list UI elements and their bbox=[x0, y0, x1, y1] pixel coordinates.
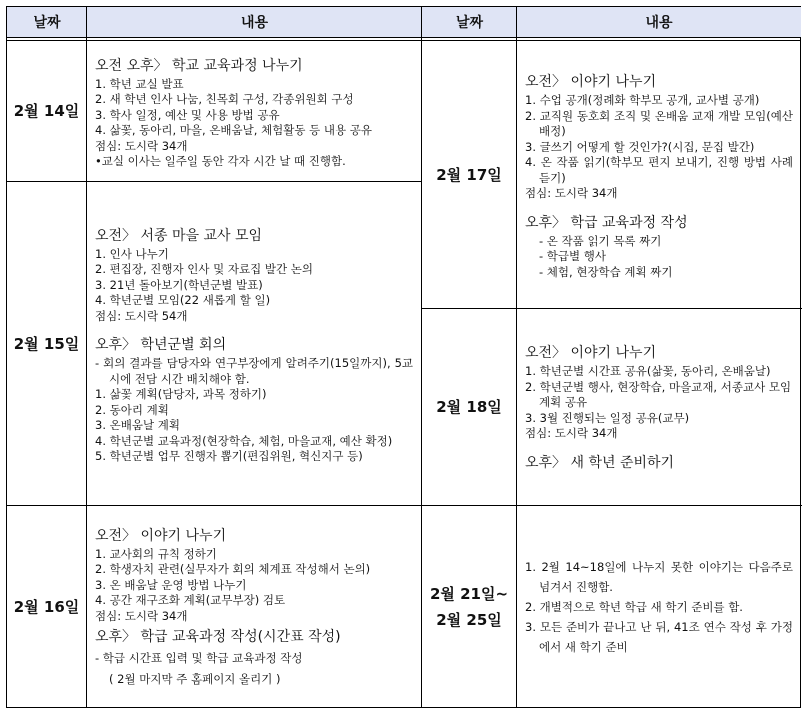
schedule-table bbox=[6, 6, 801, 708]
content-feb-14 bbox=[87, 41, 421, 181]
list-item: 1. 학년 교실 발표 bbox=[95, 76, 184, 91]
date-feb-18: 2월 18일 bbox=[436, 398, 502, 416]
list-item: 2. 새 학년 인사 나눔, 친목회 구성, 각종위원회 구성 bbox=[95, 92, 354, 106]
date-feb-14: 2월 14일 bbox=[13, 102, 80, 120]
list-item: 5. 학년군별 업무 진행자 뽑기(편집위원, 혁신지구 등) bbox=[95, 449, 363, 463]
list-item: 4. 학년군별 모임(22 새롭게 할 일) bbox=[95, 293, 271, 307]
content-feb-15 bbox=[87, 182, 421, 505]
list-item: 4. 학년군별 교육과정(현장학습, 체험, 마을교재, 예산 확정) bbox=[95, 433, 393, 448]
date-feb-21-25 bbox=[422, 506, 516, 707]
list-item: 3. 3월 진행되는 일정 공유(교무) bbox=[525, 410, 690, 425]
list-item: 3. 온배움날 계획 bbox=[95, 418, 180, 432]
date-line-2: 2월 25일 bbox=[436, 610, 502, 629]
content-feb-16 bbox=[87, 506, 421, 707]
list-item: 2. 동아리 계획 bbox=[95, 402, 169, 417]
lunch-note: 점심: 도시락 54개 bbox=[95, 308, 188, 323]
lunch-note: 점심: 도시락 34개 bbox=[95, 608, 188, 623]
content-feb-18 bbox=[517, 309, 801, 505]
list-item: 3. 온 배움날 운영 방법 나누기 bbox=[95, 577, 247, 592]
list-item: 2. 개별적으로 학년 학급 새 학기 준비를 함. bbox=[525, 599, 743, 614]
list-item: 2. 학생자치 관련(실무자가 회의 체계표 작성해서 논의) bbox=[95, 562, 371, 577]
list-item: 3. 글쓰기 어떻게 할 것인가?(시집, 문집 발간) bbox=[525, 139, 755, 154]
list-item: 1. 인사 나누기 bbox=[95, 246, 169, 261]
list-item: 1. 교사회의 규칙 정하기 bbox=[95, 546, 217, 561]
date-feb-16: 2월 16일 bbox=[13, 597, 80, 616]
lunch-note: 점심: 도시락 34개 bbox=[95, 138, 188, 153]
list-item: 1. 수업 공개(정례화 학부모 공개, 교사별 공개) bbox=[525, 93, 760, 107]
section-title: 오후〉 학년군별 회의 bbox=[95, 337, 227, 353]
list-item: 3. 21년 돌아보기(학년군별 발표) bbox=[95, 277, 263, 292]
date-feb-15: 2월 15일 bbox=[13, 334, 80, 353]
list-item: 4. 온 작품 읽기(학부모 편지 보내기, 진행 방법 사례 듣기) bbox=[525, 155, 793, 185]
section-title: 오전〉 이야기 나누기 bbox=[525, 345, 657, 362]
list-item: 1. 학년군별 시간표 공유(삶꽃, 동아리, 온배움날) bbox=[525, 364, 771, 379]
content-feb-17 bbox=[517, 41, 801, 308]
dash-item: - 체험, 현장학습 계획 짜기 bbox=[539, 264, 673, 279]
list-item: 3. 모든 준비가 끝나고 난 뒤, 41조 연수 작성 후 가정에서 새 학기 준비 bbox=[525, 619, 793, 654]
section-title: 오후〉 새 학년 준비하기 bbox=[525, 454, 675, 471]
dash-note: - 학급 시간표 입력 및 학급 교육과정 작성 bbox=[95, 651, 303, 666]
bullet-note: •교실 이사는 일주일 동안 각자 시간 날 때 진행함. bbox=[95, 154, 346, 168]
list-item: 4. 공간 재구조화 계획(교무부장) 검토 bbox=[95, 593, 286, 608]
date-line-1: 2월 21일~ bbox=[429, 584, 509, 603]
date-feb-17: 2월 17일 bbox=[436, 165, 502, 184]
section-title: 오전〉 이야기 나누기 bbox=[95, 527, 227, 544]
list-item: 1. 2월 14~18일에 나누지 못한 이야기는 다음주로 넘겨서 진행함. bbox=[525, 559, 793, 594]
list-item: 1. 삶꽃 계획(담당자, 과목 정하기) bbox=[95, 387, 267, 401]
dash-note: - 회의 결과를 담당자와 연구부장에게 알려주기(15일까지), 5교시에 전담 시간 배치해야 함. bbox=[95, 356, 413, 386]
lunch-note: 점심: 도시락 34개 bbox=[525, 186, 618, 200]
header-date-right: 날짜 bbox=[422, 7, 517, 37]
list-item: 4. 삶꽃, 동아리, 마을, 온배움날, 체험활동 등 내용 공유 bbox=[95, 123, 373, 137]
header-content-right: 내용 bbox=[517, 7, 801, 37]
content-feb-21-25 bbox=[517, 506, 801, 707]
list-item: 2. 교직원 동호회 조직 및 온배움 교재 개발 모임(예산 배정) bbox=[525, 108, 793, 138]
section-title: 오전〉 이야기 나누기 bbox=[525, 74, 657, 90]
dash-item: - 학급별 행사 bbox=[539, 249, 607, 263]
section-title: 오후〉 학급 교육과정 작성 bbox=[525, 214, 688, 231]
header-content-left: 내용 bbox=[87, 7, 422, 37]
section-title: 오후〉 학급 교육과정 작성(시간표 작성) bbox=[95, 629, 341, 646]
list-item: 2. 편집장, 진행자 인사 및 자료집 발간 논의 bbox=[95, 262, 313, 276]
list-item: 3. 학사 일정, 예산 및 사용 방법 공유 bbox=[95, 107, 280, 122]
section-title: 오전〉 서종 마을 교사 모임 bbox=[95, 227, 263, 244]
dash-item: - 온 작품 읽기 목록 짜기 bbox=[539, 233, 662, 248]
list-item: 2. 학년군별 행사, 현장학습, 마을교재, 서종교사 모임 계획 공유 bbox=[525, 379, 792, 410]
section-title: 오전 오후〉 학교 교육과정 나누기 bbox=[95, 57, 303, 74]
paren-note: ( 2월 마지막 주 홈페이지 올리기 ) bbox=[109, 672, 281, 687]
header-date-left: 날짜 bbox=[7, 7, 87, 37]
lunch-note: 점심: 도시락 34개 bbox=[525, 426, 618, 441]
